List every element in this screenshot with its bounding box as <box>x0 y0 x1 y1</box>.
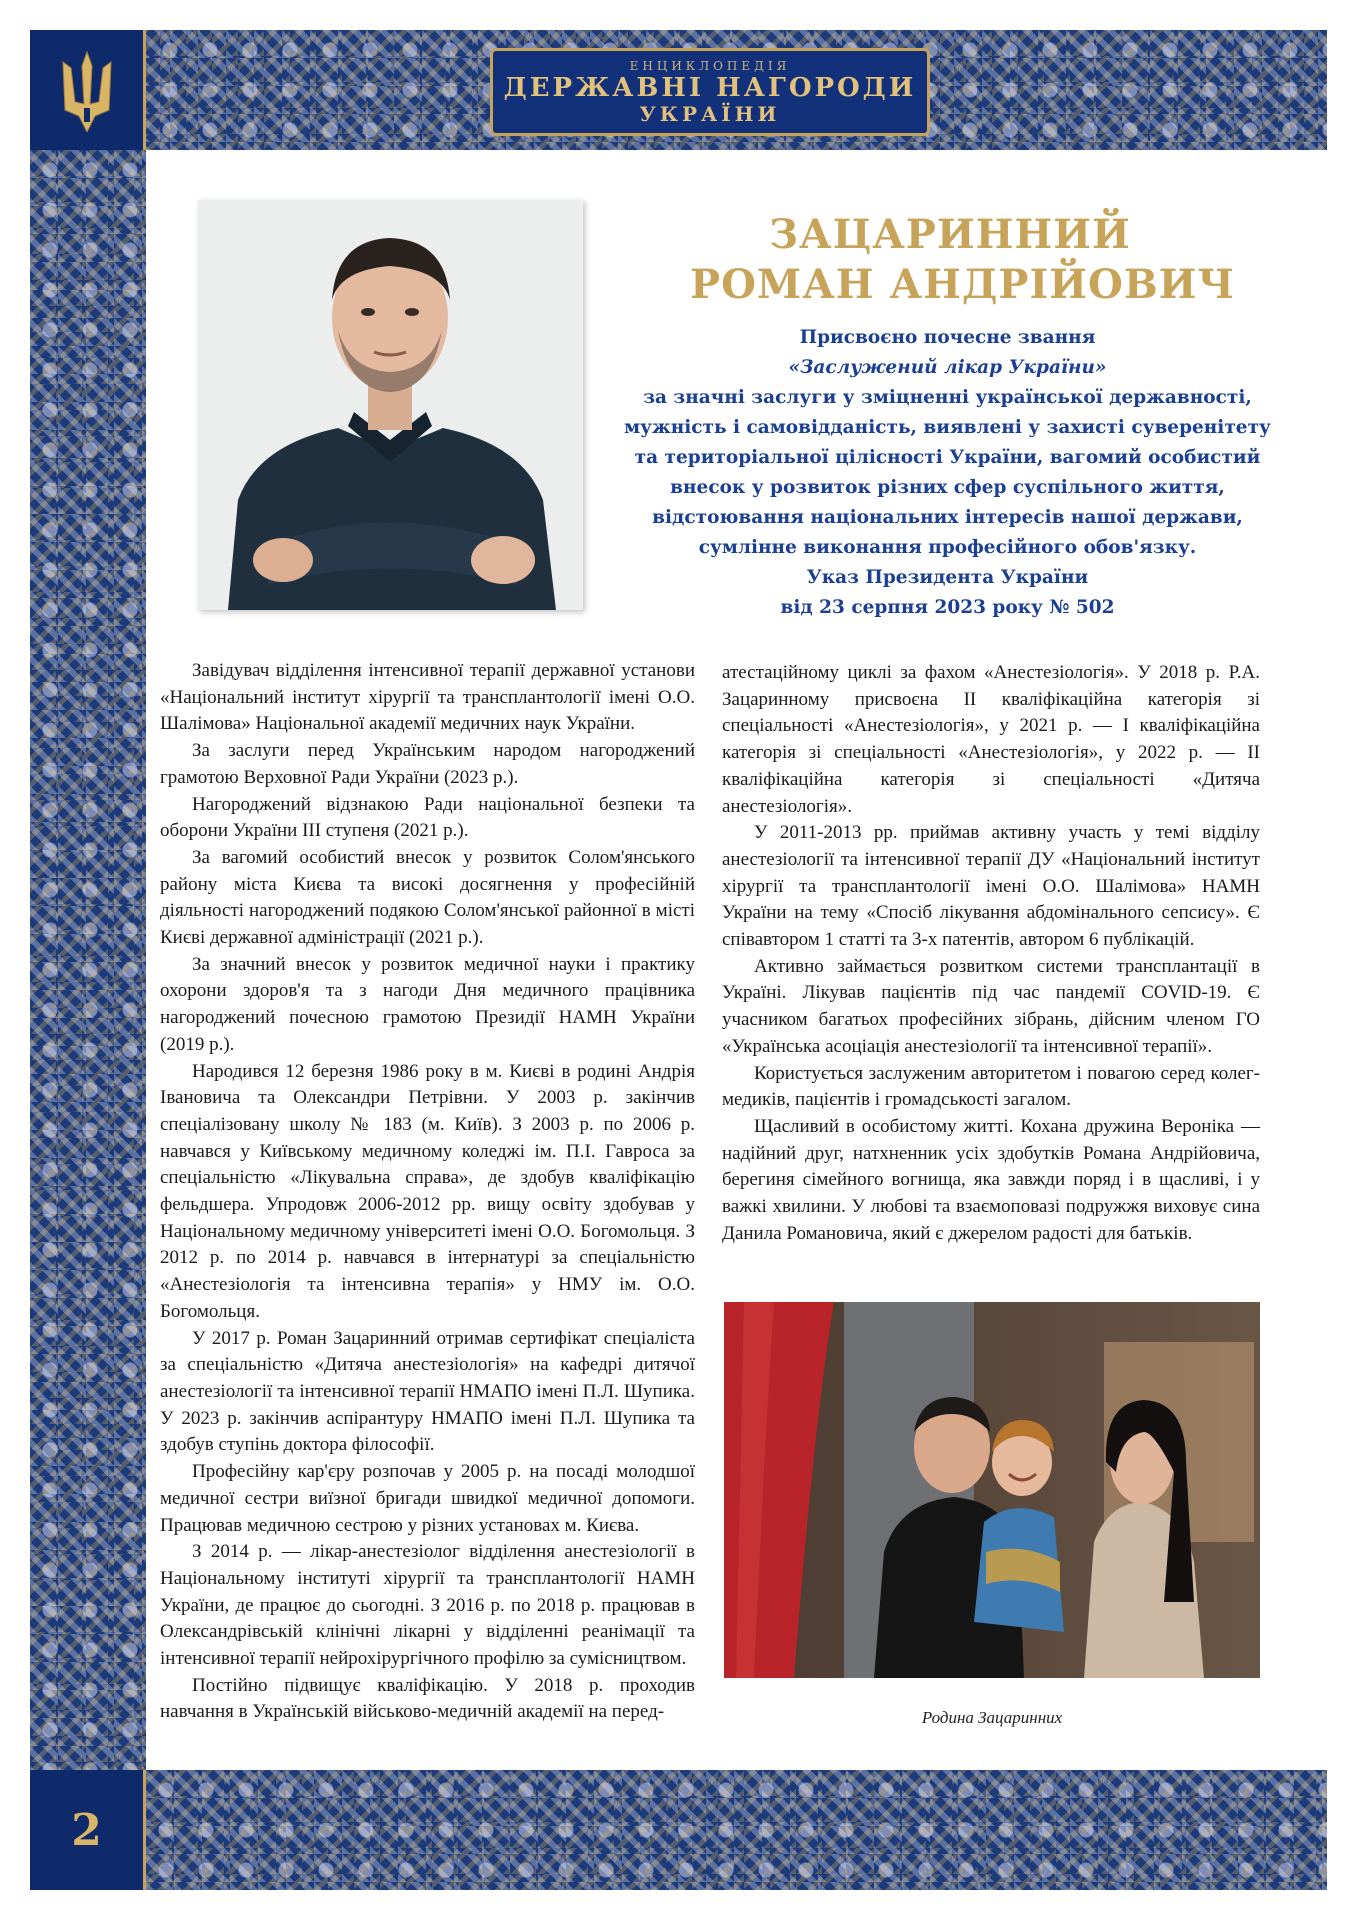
bio-paragraph: Користується заслуженим авторитетом і повагою серед колег-медиків, пацієнтів і громадськості загалом. <box>722 1062 1260 1111</box>
biography-right-column <box>722 660 1260 1247</box>
person-name <box>690 210 1235 310</box>
award-line: внесок у розвиток різних сфер суспільного життя, <box>670 477 1225 498</box>
bio-paragraph: За вагомий особистий внесок у розвиток Солом'янського району міста Києва та високі досягнення у професійній діяльності нагороджений подякою Солом'янської районної в місті Києві державної адміністрації (2021 р.). <box>160 846 695 949</box>
banner-title: ДЕРЖАВНІ НАГОРОДИ <box>503 73 917 103</box>
award-statement <box>615 323 1280 623</box>
award-line: та територіальної цілісності України, вагомий особистий <box>634 447 1261 468</box>
award-line: відстоювання національних інтересів нашої держави, <box>652 507 1243 528</box>
ornament-border-left <box>30 150 146 1890</box>
bio-paragraph-continued: атестаційному циклі за фахом «Анестезіологія». У 2018 р. Р.А. Зацаринному присвоєна II кваліфікаційна категорія зі спеціальності «Анестезіологія», у 2021 р. — I кваліфікаційна категорія зі спеціальності «Анестезіологія», у 2022 р. — II кваліфікаційна категорія зі спеціальності «Дитяча анестезіологія». <box>722 662 1260 817</box>
bio-paragraph: Щасливий в особистому житті. Кохана дружина Вероніка — надійний друг, натхненник усіх здобутків Романа Андрійовича, берегиня сімейного вогнища, яка завжди поряд і в щасливі, і у важкі хвилини. У любові та взаємоповазі подружжя виховує сина Данила Романовича, який є джерелом радості для батьків. <box>722 1115 1260 1244</box>
header-banner <box>490 48 930 136</box>
trident-icon <box>59 48 115 132</box>
award-line: Присвоєно почесне звання <box>799 327 1096 348</box>
biography-left-column <box>160 658 695 1726</box>
emblem-box <box>30 30 146 150</box>
page-number: 2 <box>71 1804 102 1856</box>
decree-title: Указ Президента України <box>806 567 1089 588</box>
bio-paragraph: Завідувач відділення інтенсивної терапії державної установи «Національний інститут хірургії та трансплантології імені О.О. Шалімова» Національної академії медичних наук України. <box>160 660 695 735</box>
page-number-box <box>30 1770 146 1890</box>
bio-paragraph: У 2017 р. Роман Зацаринний отримав сертифікат спеціаліста за спеціальністю «Дитяча анестезіологія» на кафедрі дитячої анестезіології та інтенсивної терапії НМАПО імені П.Л. Шупика. У 2023 р. закінчив аспірантуру НМАПО імені П.Л. Шупика та здобув ступінь доктора філософії. <box>160 1327 695 1456</box>
bio-paragraph: З 2014 р. — лікар-анестезіолог відділення анестезіології в Національному інституті хірургії та трансплантології НАМН України, де працює до сьогодні. З 2016 р. по 2018 р. працював в Олександрівській клінічні лікарні у відділенні реанімації та інтенсивної терапії нейрохірургічного профілю за сумісництвом. <box>160 1541 695 1670</box>
award-line: сумлінне виконання професійного обов'язку. <box>698 537 1197 558</box>
banner-subtitle: УКРАЇНИ <box>639 102 781 126</box>
portrait-photo <box>198 200 583 610</box>
award-title: «Заслужений лікар України» <box>788 357 1107 378</box>
person-given-names: РОМАН АНДРІЙОВИЧ <box>690 261 1235 308</box>
award-line: за значні заслуги у зміцненні української державності, <box>643 387 1252 408</box>
bio-paragraph: Активно займається розвитком системи трансплантації в Україні. Лікував пацієнтів під час пандемії COVID-19. Є учасником багатьох професійних зібрань, дійсним членом ГО «Українська асоціація анестезіології та інтенсивної терапії». <box>722 955 1260 1057</box>
ornament-border-bottom <box>146 1770 1327 1890</box>
banner-small-text: ЕНЦИКЛОПЕДІЯ <box>629 59 791 73</box>
bio-paragraph: Професійну кар'єру розпочав у 2005 р. на посаді молодшої медичної сестри виїзної бригади швидкої медичної допомоги. Працював медичною сестрою у різних установах м. Києва. <box>160 1461 695 1536</box>
bio-paragraph: У 2011-2013 рр. приймав активну участь у темі відділу анестезіології та інтенсивної терапії ДУ «Національний інститут хірургії та трансплантології імені О.О. Шалімова» НАМН України на тему «Спосіб лікування абдомінального сепсису». Є співавтором 1 статті та 3-х патентів, автором 6 публікацій. <box>722 822 1260 951</box>
person-surname: ЗАЦАРИННИЙ <box>769 211 1131 258</box>
bio-paragraph: Постійно підвищує кваліфікацію. У 2018 р. проходив навчання в Українській військово-медичній академії на перед- <box>160 1674 695 1723</box>
bio-paragraph: За значний внесок у розвиток медичної науки і практику охорони здоров'я та з нагоди Дня медичного працівника нагороджений почесною грамотою Президії НАМН України (2019 р.). <box>160 953 695 1055</box>
bio-paragraph: За заслуги перед Українським народом нагороджений грамотою Верховної Ради України (2023 р.). <box>160 740 695 788</box>
bio-paragraph: Нагороджений відзнакою Ради національної безпеки та оборони України III ступеня (2021 р.). <box>160 793 695 842</box>
award-line: мужність і самовідданість, виявлені у захисті суверенітету <box>624 417 1271 438</box>
family-photo <box>724 1302 1260 1678</box>
decree-date: від 23 серпня 2023 року № 502 <box>780 597 1115 618</box>
family-photo-caption: Родина Зацаринних <box>921 1708 1063 1727</box>
bio-paragraph: Народився 12 березня 1986 року в м. Києві в родині Андрія Івановича та Олександри Петрівни. У 2003 р. закінчив спеціалізовану школу № 183 (м. Київ). З 2003 р. по 2006 р. навчався у Київському медичному коледжі ім. П.І. Гавроса за спеціальністю «Лікувальна справа», де здобув кваліфікацію фельдшера. Упродовж 2006-2012 рр. вищу освіту здобував у Національному медичному університеті імені О.О. Богомольця. З 2012 р. по 2014 р. навчався в інтернатурі за спеціальністю «Анестезіологія та інтенсивна терапія» у НМУ ім. О.О. Богомольця. <box>160 1060 695 1322</box>
